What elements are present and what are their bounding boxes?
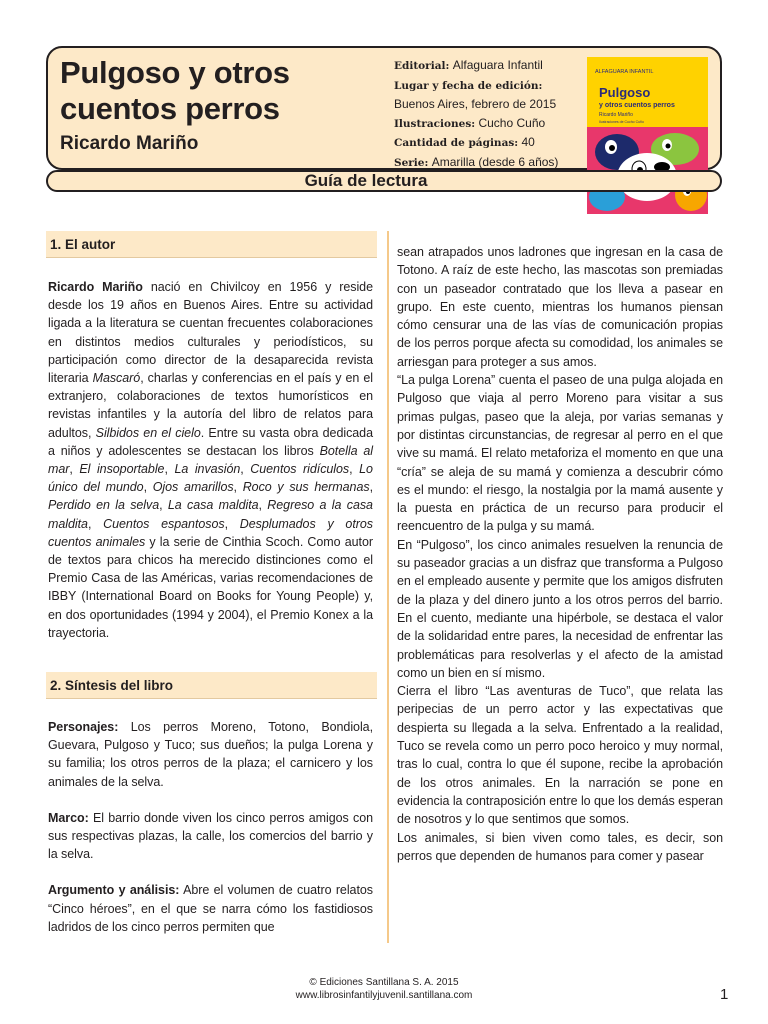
page-number: 1 xyxy=(720,986,729,1003)
cover-author-text: Ricardo Mariño xyxy=(599,112,633,118)
section-sintesis-text xyxy=(48,718,373,936)
section-heading-sintesis: 2. Síntesis del libro xyxy=(46,672,377,699)
footer-url[interactable]: www.librosinfantilyjuvenil.santillana.com xyxy=(295,990,473,1001)
argumento-paragraph: Argumento y análisis: Abre el volumen de cuatro relatos “Cinco héroes”, en el que se narra cómo los fastidiosos ladridos de los cinco perros permiten que xyxy=(48,883,373,934)
section-heading-autor: 1. El autor xyxy=(46,231,377,258)
cover-series-text: ALFAGUARA INFANTIL xyxy=(595,69,654,75)
info-row-lugar-value: Buenos Aires, febrero de 2015 xyxy=(394,97,557,112)
info-row-paginas: Cantidad de páginas: 40 xyxy=(394,135,535,150)
author-bio-paragraph: Ricardo Mariño nació en Chivilcoy en 1956 y reside desde los 19 años en Buenos Aires. Entre su actividad ligada a la literatura se cuentan frecuentes colaboraciones en distintos medios culturales y periodísticos, su participación como director de la desaparecida revista literaria Mascaró, charlas y conferencias en el país y en el extranjero, colaboraciones de textos humorísticos en revistas infantiles y la autoría del libro de relatos para adultos, Silbidos en el cielo. Entre su vasta obra dedicada a niños y adolescentes se destacan los libros Botella al mar, El insoportable, La invasión, Cuentos ridículos, Lo único del mundo, Ojos amarillos, Roco y sus hermanas, Perdido en la selva, La casa maldita, Regreso a la casa maldita, Cuentos espantosos, Desplumados y otros cuentos animales y la serie de Cinthia Scoch. Como autor de textos para chicos ha merecido distinciones como el Premio Casa de las Américas, varias recomendaciones de IBBY (International Board on Books for Young People) y, en dos oportunidades (1994 y 2004), el Premio Konex a la trayectoria. xyxy=(48,280,373,640)
right-column-text xyxy=(397,243,723,865)
paragraph: En “Pulgoso”, los cinco animales resuelven la renuncia de su paseador gracias a un disfraz que transforma a Pulgoso en el empleado ausente y permite que los amigos disfruten de la plaza y del dinero junto a los otros perros del barrio. En el cuento, mediante una hipérbole, se destaca el valor de la solidaridad entre pares, la necesidad de enfrentar las problemáticas para resolverlas y el afecto de la amistad como un bien en sí mismo. xyxy=(397,537,723,680)
info-row-serie: Serie: Amarilla (desde 6 años) xyxy=(394,154,559,169)
personajes-paragraph: Personajes: Los perros Moreno, Totono, Bondiola, Guevara, Pulgoso y Tuco; sus dueños; la pulga Lorena y su familia; los otros perros de la plaza; el carnicero y los animales de la selva. xyxy=(48,720,373,789)
info-row-editorial: Editorial: Alfaguara Infantil xyxy=(394,58,543,72)
marco-paragraph: Marco: El barrio donde viven los cinco perros amigos con sus respectivas plazas, la calle, los comercios del barrio y la selva. xyxy=(48,810,373,862)
cover-illustrator-text: Ilustraciones de Cucho Cuño xyxy=(599,120,644,124)
section-autor-text xyxy=(48,278,373,642)
paragraph: “La pulga Lorena” cuenta el paseo de una pulga alojada en Pulgoso que viaja al perro Moreno para visitar a sus primas pulgas, paseo que la aleja, por varias semanas y por distintas circunstancias, de regresar al perro en el que vive su mamá. El relato metaforiza el momento en que una “cría” se aleja de su mamá y comienza a descubrir cómo es el mundo: el riesgo, la nostalgia por la mamá ausente y la puesta en práctica de un recurso para producir el reencuentro de la pulga y su mamá. xyxy=(397,373,723,534)
book-title: Pulgoso y otros cuentos perros xyxy=(60,55,290,126)
copyright-text: © Ediciones Santillana S. A. 2015 xyxy=(309,977,459,988)
info-row-lugar: Lugar y fecha de edición: xyxy=(394,79,543,92)
paragraph: Cierra el libro “Las aventuras de Tuco”, que relata las peripecias de un perro actor y las expectativas que despierta su llegada a la selva. Enfrentado a la realidad, Tuco se revela como un perro poco heroico y muy normal, tras lo cual, contra lo que él supone, recibe la aprobación de los otros animales. En la narración se pone en evidencia la contraposición entre lo que los demás esperan de nosotros y lo que sentimos que somos. xyxy=(397,684,723,827)
footer xyxy=(234,976,534,1002)
paragraph: Los animales, si bien viven como tales, es decir, son perros que dependen de humanos para comer y pasear xyxy=(397,830,723,863)
cover-subtitle-text: y otros cuentos perros xyxy=(599,102,675,109)
paragraph: sean atrapados unos ladrones que ingresan en la casa de Totono. A raíz de este hecho, las mascotas son premiadas con un paseador contratado que los lleva a pasear en grupo. En este cuento, mientras los humanos piensan cómo censurar una de las vías de comunicación propias de los perros porque afecta su comodidad, los animales se arriesgan para proteger a sus amos. xyxy=(397,245,723,369)
info-row-ilustraciones: Ilustraciones: Cucho Cuño xyxy=(394,115,546,130)
book-info xyxy=(394,56,584,173)
guide-title: Guía de lectura xyxy=(304,171,428,190)
column-divider xyxy=(387,231,389,943)
cover-title-text: Pulgoso xyxy=(599,85,651,100)
book-author: Ricardo Mariño xyxy=(60,133,199,154)
